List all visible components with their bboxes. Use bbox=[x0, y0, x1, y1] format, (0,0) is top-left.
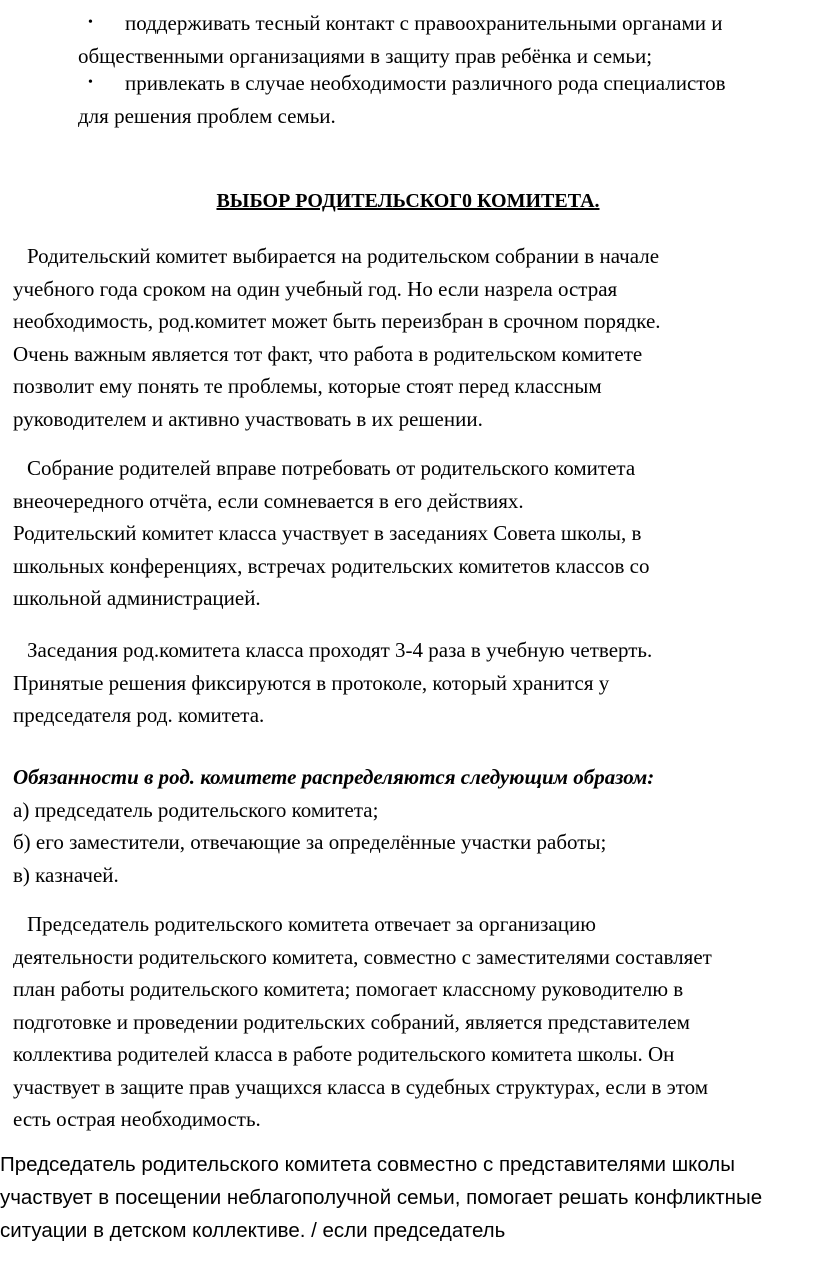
duties-item: б) его заместители, отвечающие за определённые участки работы; bbox=[13, 830, 607, 854]
paragraph-line: учебного года сроком на один учебный год. Но если назрела острая bbox=[13, 276, 618, 301]
bullet-line: привлекать в случае необходимости различного рода специалистов bbox=[125, 71, 726, 95]
paragraph-line: необходимость, род.комитет может быть переизбран в срочном порядке. bbox=[13, 309, 661, 333]
paragraph-line: школьных конференциях, встречах родительских комитетов классов со bbox=[13, 553, 650, 578]
paragraph-line: внеочередного отчёта, если сомневается в его действиях. bbox=[13, 488, 524, 513]
bullet-line: поддерживать тесный контакт с правоохранительными органами и bbox=[125, 11, 723, 35]
paragraph-line: Заседания род.комитета класса проходят 3-4 раза в учебную четверть. bbox=[27, 638, 653, 662]
paragraph-line: есть острая необходимость. bbox=[13, 1107, 261, 1131]
paragraph-line: председателя род. комитета. bbox=[13, 703, 265, 727]
paragraph bbox=[13, 634, 808, 732]
paragraph-line: участвует в посещении неблагополучной семьи, помогает решать конфликтные bbox=[0, 1186, 763, 1209]
paragraph-line: Принятые решения фиксируются в протоколе, который хранится у bbox=[13, 670, 610, 695]
bullet-line: для решения проблем семьи. bbox=[78, 103, 336, 128]
paragraph-line: деятельности родительского комитета, совместно с заместителями составляет bbox=[13, 944, 712, 969]
duties-item: в) казначей. bbox=[13, 862, 119, 887]
bullet-marker: • bbox=[88, 75, 93, 90]
bullet-line: общественными организациями в защиту прав ребёнка и семьи; bbox=[78, 43, 653, 68]
paragraph-line: подготовке и проведении родительских собраний, является представителем bbox=[13, 1009, 690, 1034]
paragraph bbox=[13, 240, 808, 435]
duties-title: Обязанности в род. комитете распределяются следующим образом: bbox=[13, 765, 655, 789]
paragraph-line: позволит ему понять те проблемы, которые стоят перед классным bbox=[13, 374, 602, 398]
paragraph bbox=[0, 1148, 816, 1247]
paragraph-line: участвует в защите прав учащихся класса в судебных структурах, если в этом bbox=[13, 1074, 708, 1099]
paragraph bbox=[13, 908, 808, 1136]
bullet-item bbox=[78, 67, 808, 132]
paragraph bbox=[13, 452, 808, 615]
heading-text: ВЫБОР РОДИТЕЛЬСКОГ0 КОМИТЕТА bbox=[216, 190, 595, 212]
section-heading bbox=[0, 187, 816, 215]
bullet-item bbox=[78, 7, 808, 72]
duties-item: а) председатель родительского комитета; bbox=[13, 797, 379, 822]
bullet-marker: • bbox=[88, 15, 93, 30]
duties-block bbox=[13, 761, 808, 891]
paragraph-line: руководителем и активно участвовать в их решении. bbox=[13, 406, 483, 431]
heading-period: . bbox=[594, 190, 600, 212]
paragraph-line: Собрание родителей вправе потребовать от родительского комитета bbox=[27, 456, 636, 480]
paragraph-line: коллектива родителей класса в работе родительского комитета школы. Он bbox=[13, 1042, 675, 1066]
paragraph-line: школьной администрацией. bbox=[13, 586, 261, 610]
paragraph-line: ситуации в детском коллективе. / если председатель bbox=[0, 1219, 506, 1242]
paragraph-line: Родительский комитет класса участвует в заседаниях Совета школы, в bbox=[13, 521, 642, 545]
paragraph-line: Родительский комитет выбирается на родительском собрании в начале bbox=[27, 244, 660, 268]
paragraph-line: Председатель родительского комитета совместно с представителями школы bbox=[0, 1153, 735, 1176]
paragraph-line: Очень важным является тот факт, что работа в родительском комитете bbox=[13, 341, 643, 366]
paragraph-line: план работы родительского комитета; помогает классному руководителю в bbox=[13, 977, 684, 1001]
paragraph-line: Председатель родительского комитета отвечает за организацию bbox=[27, 912, 596, 936]
